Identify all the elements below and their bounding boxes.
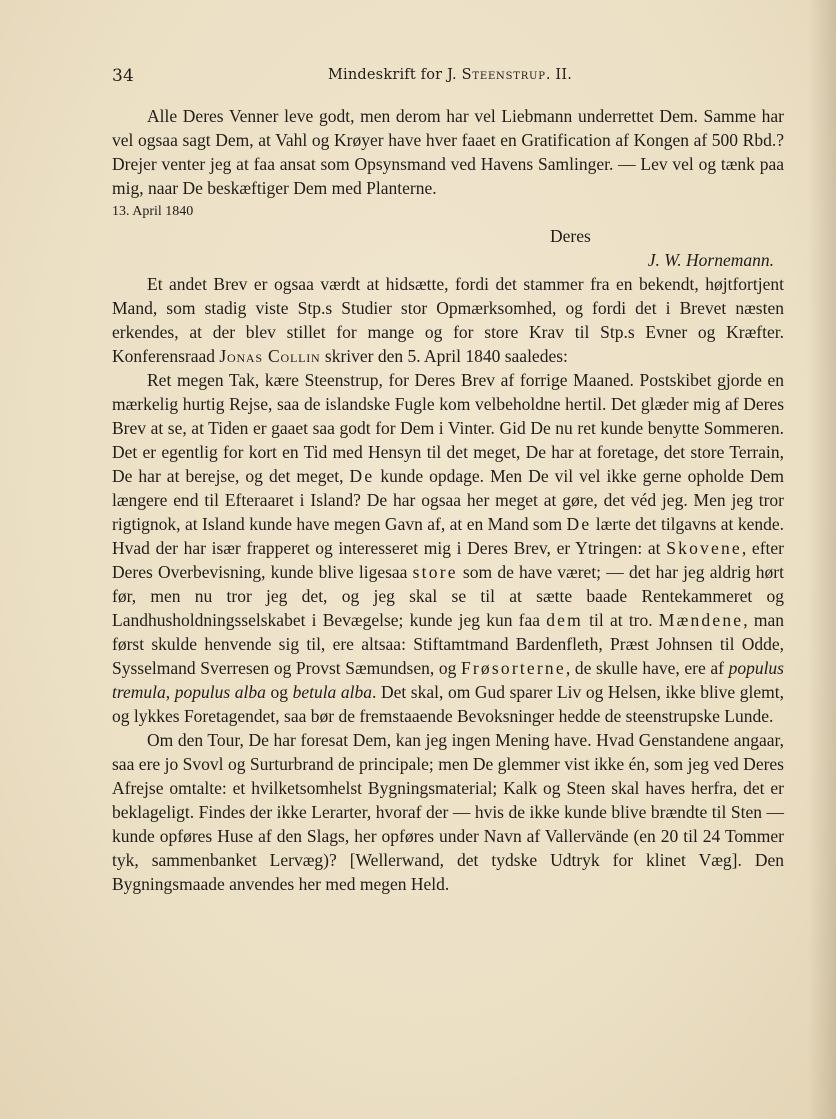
letter1-paragraph: Alle Deres Venner leve godt, men derom har vel Liebmann underrettet Dem. Samme har vel ogsaa sagt Dem, at Vahl og Krøyer have hver faaet en Gratification af Kongen af 500 Rbd.? Drejer venter jeg at faa ansat som Opsynsmand ved Havens Samlinger. — Lev vel og tænk paa mig, naar De beskæftiger Dem med Planterne. bbox=[112, 106, 784, 198]
letter2-p1-segment-e: som de have været; — det har jeg aldrig hørt før, men nu tror jeg det, og jeg skal se til at sætte baade Rentekammeret og Landhusholdningsselskabet i Bevægelse; kunde jeg kun faa bbox=[112, 562, 784, 630]
page-number: 34 bbox=[112, 66, 135, 86]
letter2-p1-segment-k: . Det skal, om Gud sparer Liv og Helsen, ikke blive glemt, og lykkes Foretagendet, saa bør de fremstaaende Bevoksninger hedde de steenstrupske Lunde. bbox=[112, 682, 784, 726]
letter1-date: 13. April 1840 bbox=[112, 204, 194, 219]
intro-text-before-name: Et andet Brev er ogsaa værdt at hidsætte, fordi det stammer fra en bekendt, højtfortjent Mand, som stadig viste Stp.s Studier stor Opmærksomhed, og fordi det i Brevet næsten erkendes, at der blev stillet for mange og for store Krav til Stp.s Evner og Kræfter. Konferensraad bbox=[112, 274, 784, 366]
running-head-prefix: Mindeskrift for J. bbox=[328, 67, 462, 83]
letter2-p1-segment-b: kunde opdage. Men De vil vel ikke gerne opholde Dem længere end til Efteraaret i Island? De har ogsaa her meget at gøre, det véd jeg. Men jeg tror rigtignok, at Island kunde have megen Gavn af, at en Mand som bbox=[112, 466, 784, 534]
letter2-p1-segment-g: , man først skulde henvende sig til, ere altsaa: Stiftamtmand Bardenfleth, Præst Johnsen til Odde, Sysselmand Sverresen og Provst Sæmundsen, og bbox=[112, 610, 784, 678]
intro-name: Jonas Collin bbox=[219, 346, 321, 366]
letter2-emphasis-store: store bbox=[412, 562, 458, 582]
letter2-p1-segment-d: , efter Deres Overbevisning, kunde blive ligesaa bbox=[112, 538, 784, 582]
latin-betula-alba: betula alba bbox=[292, 682, 372, 702]
letter2-emphasis-dem: dem bbox=[546, 610, 583, 630]
letter2-paragraph-1 bbox=[112, 368, 784, 728]
letter2-p1-segment-i: , bbox=[165, 682, 175, 702]
intro-paragraph bbox=[112, 272, 784, 368]
letter1-closing: Deres bbox=[550, 226, 591, 246]
page-header bbox=[112, 66, 784, 90]
latin-populus-tremula: populus tremula bbox=[112, 658, 784, 702]
body-text bbox=[112, 104, 784, 896]
letter2-emphasis-frosorterne: Frøsorterne bbox=[460, 658, 566, 678]
letter2-paragraph-2: Om den Tour, De har foresat Dem, kan jeg ingen Mening have. Hvad Genstandene angaar, saa ere jo Svovl og Surturbrand de principale; men De glemmer vist ikke én, som jeg ved Deres Afrejse omtalte: et hvilketsomhelst Bygningsmaterial; Kalk og Steen skal haves herfra, det er beklageligt. Findes der ikke Lerarter, hvoraf der — hvis de ikke kunde blive brændte til Sten — kunde opføres Huse af den Slags, her opføres under Navn af Vallervände (en 20 til 24 Tommer tyk, sammenbanket Lervæg)? [Wellerwand, det tydske Udtryk for klinet Væg]. Den Bygningsmaade anvendes her med megen Held. bbox=[112, 730, 784, 894]
running-head bbox=[328, 67, 572, 83]
letter2-p1-segment-a: Ret megen Tak, kære Steenstrup, for Deres Brev af forrige Maaned. Postskibet gjorde en mærkelig hurtig Rejse, saa de islandske Fugle kom velbeholdne hertil. Det glæder mig af Deres Brev at se, at Tiden er gaaet saa godt for Dem i Vinter. Gid De nu ret kunde benytte Sommeren. Det er egentlig for kort en Tid med Hensyn til det meget, De har at foretage, det store Terrain, De har at berejse, og det meget, bbox=[112, 370, 784, 486]
letter2-emphasis-maendene: Mændene bbox=[658, 610, 744, 630]
page-edge-shadow bbox=[808, 0, 836, 1119]
letter2-emphasis-de-2: De bbox=[566, 514, 592, 534]
intro-text-after-name: skriver den 5. April 1840 saaledes: bbox=[320, 346, 568, 366]
running-head-suffix: . II. bbox=[545, 67, 573, 83]
letter2-p1-segment-c: lærte det tilgavns at kende. Hvad der har især frapperet og interesseret mig i Deres Brev, er Ytringen: at bbox=[112, 514, 785, 558]
letter1-signature: J. W. Hornemann. bbox=[647, 250, 774, 270]
letter2-p1-segment-f: til at tro. bbox=[582, 610, 659, 630]
letter2-p1-segment-h: , de skulle have, ere af bbox=[565, 658, 729, 678]
letter2-p1-segment-j: og bbox=[265, 682, 293, 702]
running-head-name: Steenstrup bbox=[461, 67, 546, 83]
letter2-emphasis-de-1: De bbox=[349, 466, 375, 486]
latin-populus-alba: populus alba bbox=[174, 682, 266, 702]
letter2-emphasis-skovene: Skovene bbox=[666, 538, 742, 558]
